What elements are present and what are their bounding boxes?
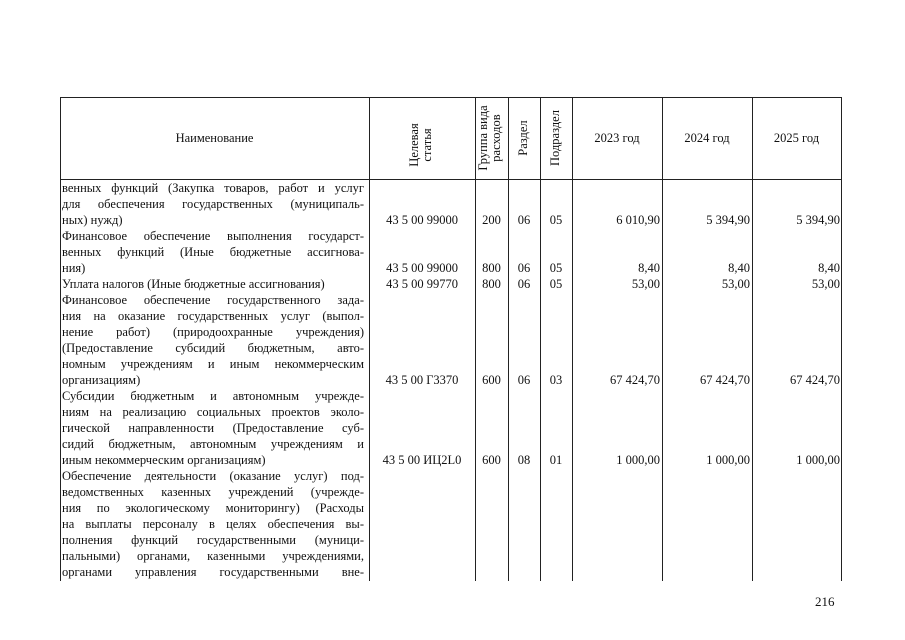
page-number: 216 <box>815 594 835 609</box>
row-name-line: ных) нужд) <box>62 213 123 227</box>
header-name: Наименование <box>175 131 254 145</box>
row-name-line: на выплаты персоналу в целях обеспечения вы- <box>62 517 364 531</box>
col-border-2024 <box>752 97 753 581</box>
header-group-line1: Группа вида <box>476 105 490 171</box>
row-name-line: ния) <box>62 261 86 275</box>
row-name-line: сидий бюджетным, автономным учреждениям и <box>62 437 364 451</box>
col-border-2023 <box>662 97 663 581</box>
row-value-2024: 1 000,00 <box>706 453 750 467</box>
row-section: 08 <box>517 453 531 467</box>
col-border-left <box>60 97 61 581</box>
row-subsection: 01 <box>549 453 563 467</box>
row-value-2023: 8,40 <box>638 261 660 275</box>
col-border-group <box>508 97 509 581</box>
row-section: 06 <box>517 261 531 275</box>
header-section: Раздел <box>516 120 530 156</box>
col-border-right <box>841 97 842 581</box>
row-value-2025: 8,40 <box>818 261 840 275</box>
row-name-line: Уплата налогов (Иные бюджетные ассигнования) <box>62 277 325 291</box>
header-2023: 2023 год <box>594 131 640 145</box>
col-border-name <box>369 97 370 581</box>
row-section: 06 <box>517 373 531 387</box>
row-group: 600 <box>482 453 501 467</box>
header-group-line2: расходов <box>489 114 503 162</box>
row-subsection: 03 <box>549 373 563 387</box>
row-value-2025: 1 000,00 <box>796 453 840 467</box>
row-value-2025: 5 394,90 <box>796 213 840 227</box>
row-subsection: 05 <box>549 277 563 291</box>
row-target-code: 43 5 00 ИЦ2L0 <box>382 453 462 467</box>
row-section: 06 <box>517 277 531 291</box>
col-border-section <box>540 97 541 581</box>
row-name-line: ведомственных казенных учреждений (учрежде- <box>62 485 364 499</box>
row-name-line: ниям на реализацию социальных проектов эколо- <box>62 405 364 419</box>
row-subsection: 05 <box>549 261 563 275</box>
row-group: 600 <box>482 373 501 387</box>
row-name-line: нение работ) (природоохранные учреждения) <box>62 325 364 339</box>
row-value-2024: 8,40 <box>728 261 750 275</box>
header-2024: 2024 год <box>684 131 730 145</box>
row-value-2023: 67 424,70 <box>610 373 660 387</box>
row-group: 800 <box>482 261 501 275</box>
row-name-line: организациям) <box>62 373 141 387</box>
row-value-2023: 53,00 <box>631 277 660 291</box>
header-target-line2: статья <box>420 128 434 162</box>
header-2025: 2025 год <box>773 131 820 145</box>
row-name-line: Субсидии бюджетным и автономным учрежде- <box>62 389 364 403</box>
row-name-line: ния на оказание государственных услуг (выпол- <box>62 309 364 323</box>
row-name-line: номным учреждениям и иным некоммерческим <box>62 357 364 371</box>
row-section: 06 <box>517 213 531 227</box>
row-name-line: для обеспечения государственных (муниципаль- <box>62 197 364 211</box>
table-top-border <box>60 97 842 98</box>
row-name-line: венных функций (Иные бюджетные ассигнова- <box>62 245 364 259</box>
row-group: 200 <box>482 213 501 227</box>
row-value-2024: 67 424,70 <box>700 373 750 387</box>
row-value-2024: 5 394,90 <box>706 213 750 227</box>
row-name-line: ния по экологическому мониторингу) (Расходы <box>62 501 364 515</box>
row-target-code: 43 5 00 Г3370 <box>385 373 459 387</box>
row-name-line: иным некоммерческим организациям) <box>62 453 266 467</box>
header-subsection: Подраздел <box>548 110 562 166</box>
col-border-subsection <box>572 97 573 581</box>
header-target-article <box>408 105 436 185</box>
header-expense-group <box>477 98 505 178</box>
row-name-line: Финансовое обеспечение государственного зада- <box>62 293 364 307</box>
row-target-code: 43 5 00 99000 <box>386 261 458 275</box>
row-value-2025: 67 424,70 <box>790 373 840 387</box>
row-name-line: венных функций (Закупка товаров, работ и услуг <box>62 181 364 195</box>
row-name-line: Финансовое обеспечение выполнения государст- <box>62 229 364 243</box>
row-name-line: Обеспечение деятельности (оказание услуг) под- <box>62 469 364 483</box>
row-target-code: 43 5 00 99770 <box>386 277 458 291</box>
row-name-line: органами управления государственными вне- <box>62 565 364 579</box>
row-target-code: 43 5 00 99000 <box>386 213 458 227</box>
row-group: 800 <box>482 277 501 291</box>
row-name-line: полнения функций государственными (муници- <box>62 533 364 547</box>
row-value-2025: 53,00 <box>811 277 840 291</box>
row-value-2023: 1 000,00 <box>616 453 660 467</box>
header-target-line1: Целевая <box>407 123 421 167</box>
row-value-2024: 53,00 <box>721 277 750 291</box>
row-name-line: пальными) органами, казенными учреждениями, <box>62 549 364 563</box>
row-name-line: гической направленности (Предоставление суб- <box>62 421 364 435</box>
row-value-2023: 6 010,90 <box>616 213 660 227</box>
row-subsection: 05 <box>549 213 563 227</box>
row-name-line: (Предоставление субсидий бюджетным, авто- <box>62 341 364 355</box>
